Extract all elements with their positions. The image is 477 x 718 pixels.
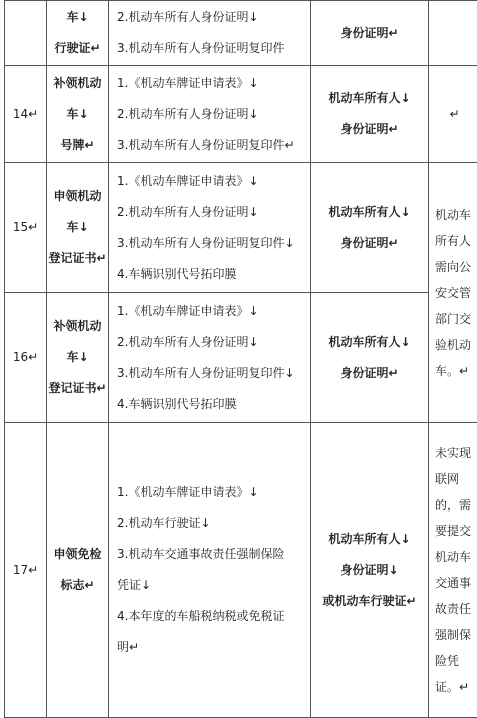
applicant-identity: 机动车所有人↓ 身份证明↓ 或机动车行驶证↵ <box>311 423 429 718</box>
item-name: 车↓ 行驶证↵ <box>47 1 109 66</box>
item-name: 补领机动 车↓ 号牌↵ <box>47 66 109 163</box>
table-row <box>5 293 477 423</box>
remarks: 未实现联网的，需要提交机动车交通事故责任强制保险凭证。↵ <box>429 423 477 718</box>
table-row <box>5 1 477 66</box>
applicant-identity: 身份证明↵ <box>311 1 429 66</box>
applicant-identity: 机动车所有人↓ 身份证明↵ <box>311 293 429 423</box>
required-materials: 1.《机动车牌证申请表》↓ 2.机动车行驶证↓ 3.机动车交通事故责任强制保险 凭证↓ 4.本年度的车船税纳税或免税证 明↵ <box>109 423 311 718</box>
row-number <box>5 1 47 66</box>
item-name: 补领机动 车↓ 登记证书↵ <box>47 293 109 423</box>
remarks: 机动车所有人需向公安交管部门交验机动车。↵ <box>429 163 477 423</box>
required-materials: 1.《机动车牌证申请表》↓ 2.机动车所有人身份证明↓ 3.机动车所有人身份证明复印件↓ 4.车辆识别代号拓印膜 <box>109 163 311 293</box>
row-number: 17↵ <box>5 423 47 718</box>
required-materials: 1.《机动车牌证申请表》↓ 2.机动车所有人身份证明↓ 3.机动车所有人身份证明复印件↓ 4.车辆识别代号拓印膜 <box>109 293 311 423</box>
table-row <box>5 66 477 163</box>
row-number: 14↵ <box>5 66 47 163</box>
row-number: 16↵ <box>5 293 47 423</box>
remarks: ↵ <box>429 66 477 163</box>
applicant-identity: 机动车所有人↓ 身份证明↵ <box>311 163 429 293</box>
row-number: 15↵ <box>5 163 47 293</box>
applicant-identity: 机动车所有人↓ 身份证明↵ <box>311 66 429 163</box>
item-name: 申领机动 车↓ 登记证书↵ <box>47 163 109 293</box>
remarks <box>429 1 477 66</box>
required-materials: 1.《机动车牌证申请表》↓ 2.机动车所有人身份证明↓ 3.机动车所有人身份证明复印件↵ <box>109 66 311 163</box>
required-materials: 2.机动车所有人身份证明↓ 3.机动车所有人身份证明复印件 <box>109 1 311 66</box>
table-row <box>5 423 477 718</box>
table-row <box>5 163 477 293</box>
requirements-table <box>4 0 477 718</box>
item-name: 申领免检 标志↵ <box>47 423 109 718</box>
